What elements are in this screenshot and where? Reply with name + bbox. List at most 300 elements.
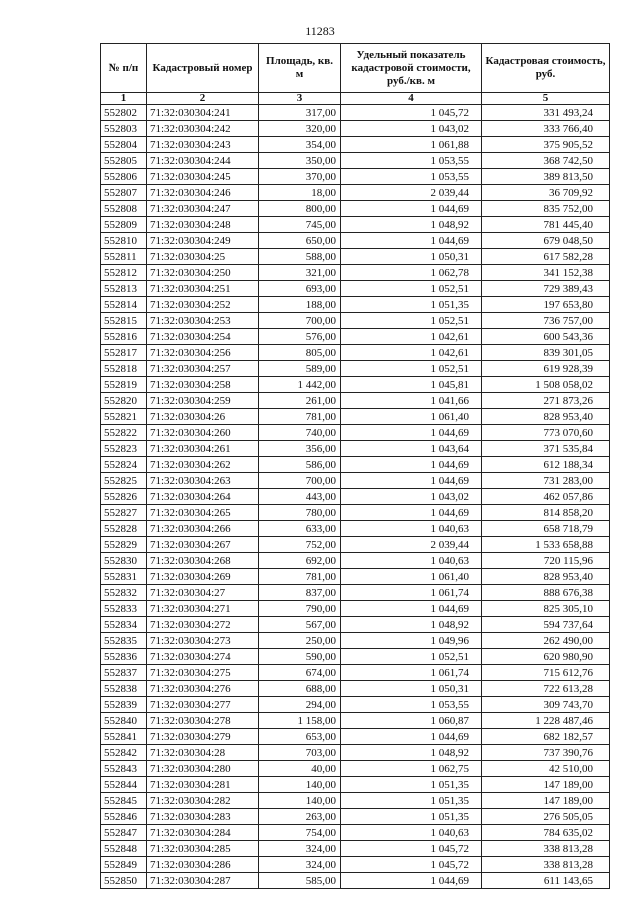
cell-unit-value: 1 049,96 [341, 633, 482, 649]
cell-area: 263,00 [259, 809, 341, 825]
table-row [101, 393, 610, 409]
cell-row-number: 552830 [101, 553, 147, 569]
cell-cadastral-value: 825 305,10 [482, 601, 610, 617]
cell-cadastral-value: 814 858,20 [482, 505, 610, 521]
cell-row-number: 552826 [101, 489, 147, 505]
cell-area: 18,00 [259, 185, 341, 201]
cell-cadastral-number: 71:32:030304:275 [147, 665, 259, 681]
cell-cadastral-number: 71:32:030304:244 [147, 153, 259, 169]
cell-cadastral-value: 600 543,36 [482, 329, 610, 345]
cell-area: 745,00 [259, 217, 341, 233]
table-row [101, 185, 610, 201]
cell-unit-value: 1 043,02 [341, 121, 482, 137]
header-unit-value: Удельный показатель кадастровой стоимости, руб./кв. м [341, 44, 482, 93]
cell-row-number: 552833 [101, 601, 147, 617]
cell-area: 317,00 [259, 105, 341, 121]
cell-area: 754,00 [259, 825, 341, 841]
cell-cadastral-value: 333 766,40 [482, 121, 610, 137]
table-row [101, 425, 610, 441]
cell-row-number: 552834 [101, 617, 147, 633]
cell-cadastral-number: 71:32:030304:282 [147, 793, 259, 809]
cell-area: 752,00 [259, 537, 341, 553]
table-row [101, 409, 610, 425]
cell-unit-value: 1 053,55 [341, 153, 482, 169]
cell-row-number: 552808 [101, 201, 147, 217]
column-number-5: 5 [482, 93, 610, 105]
cell-unit-value: 1 061,40 [341, 569, 482, 585]
cell-cadastral-value: 341 152,38 [482, 265, 610, 281]
table-row [101, 105, 610, 121]
cell-area: 692,00 [259, 553, 341, 569]
cell-cadastral-value: 715 612,76 [482, 665, 610, 681]
cell-area: 800,00 [259, 201, 341, 217]
cell-row-number: 552845 [101, 793, 147, 809]
table-row [101, 345, 610, 361]
cell-cadastral-number: 71:32:030304:280 [147, 761, 259, 777]
cell-unit-value: 1 044,69 [341, 873, 482, 889]
cell-cadastral-number: 71:32:030304:278 [147, 713, 259, 729]
cell-area: 1 158,00 [259, 713, 341, 729]
cell-cadastral-number: 71:32:030304:254 [147, 329, 259, 345]
cell-cadastral-value: 462 057,86 [482, 489, 610, 505]
cell-cadastral-number: 71:32:030304:248 [147, 217, 259, 233]
cell-cadastral-number: 71:32:030304:245 [147, 169, 259, 185]
cell-area: 790,00 [259, 601, 341, 617]
cell-unit-value: 1 041,66 [341, 393, 482, 409]
table-row [101, 809, 610, 825]
table-row [101, 729, 610, 745]
cell-unit-value: 1 051,35 [341, 793, 482, 809]
cell-row-number: 552805 [101, 153, 147, 169]
cell-unit-value: 1 040,63 [341, 553, 482, 569]
cell-unit-value: 1 052,51 [341, 361, 482, 377]
cell-cadastral-number: 71:32:030304:241 [147, 105, 259, 121]
cell-unit-value: 1 045,81 [341, 377, 482, 393]
cell-cadastral-number: 71:32:030304:27 [147, 585, 259, 601]
cell-cadastral-value: 611 143,65 [482, 873, 610, 889]
header-cadastral-value: Кадастровая стоимость, руб. [482, 44, 610, 93]
cell-area: 837,00 [259, 585, 341, 601]
cell-cadastral-value: 271 873,26 [482, 393, 610, 409]
cell-cadastral-value: 36 709,92 [482, 185, 610, 201]
table-row [101, 553, 610, 569]
cell-area: 781,00 [259, 409, 341, 425]
cell-row-number: 552829 [101, 537, 147, 553]
cell-row-number: 552811 [101, 249, 147, 265]
cell-unit-value: 1 061,88 [341, 137, 482, 153]
cell-cadastral-value: 262 490,00 [482, 633, 610, 649]
cell-cadastral-value: 1 508 058,02 [482, 377, 610, 393]
cell-cadastral-number: 71:32:030304:277 [147, 697, 259, 713]
cell-unit-value: 1 052,51 [341, 281, 482, 297]
cell-unit-value: 1 042,61 [341, 329, 482, 345]
cell-area: 703,00 [259, 745, 341, 761]
cell-unit-value: 1 044,69 [341, 233, 482, 249]
cell-unit-value: 1 044,69 [341, 505, 482, 521]
table-row [101, 121, 610, 137]
cadastral-value-table [100, 43, 610, 889]
cell-unit-value: 1 051,35 [341, 809, 482, 825]
cell-cadastral-number: 71:32:030304:283 [147, 809, 259, 825]
table-row [101, 441, 610, 457]
cell-area: 693,00 [259, 281, 341, 297]
table-row [101, 857, 610, 873]
cell-unit-value: 1 051,35 [341, 297, 482, 313]
cell-cadastral-number: 71:32:030304:252 [147, 297, 259, 313]
table-row [101, 233, 610, 249]
cell-unit-value: 1 060,87 [341, 713, 482, 729]
cell-unit-value: 1 050,31 [341, 681, 482, 697]
cell-unit-value: 1 044,69 [341, 425, 482, 441]
cell-row-number: 552809 [101, 217, 147, 233]
cell-area: 188,00 [259, 297, 341, 313]
cell-area: 781,00 [259, 569, 341, 585]
table-row [101, 313, 610, 329]
cell-area: 700,00 [259, 473, 341, 489]
cell-row-number: 552842 [101, 745, 147, 761]
cell-cadastral-number: 71:32:030304:259 [147, 393, 259, 409]
table-row [101, 601, 610, 617]
cell-unit-value: 1 044,69 [341, 473, 482, 489]
cell-cadastral-number: 71:32:030304:268 [147, 553, 259, 569]
cell-row-number: 552828 [101, 521, 147, 537]
cell-cadastral-number: 71:32:030304:260 [147, 425, 259, 441]
column-number-3: 3 [259, 93, 341, 105]
cell-unit-value: 1 045,72 [341, 105, 482, 121]
table-row [101, 793, 610, 809]
cell-unit-value: 2 039,44 [341, 537, 482, 553]
cell-cadastral-value: 781 445,40 [482, 217, 610, 233]
cell-row-number: 552844 [101, 777, 147, 793]
cell-area: 140,00 [259, 777, 341, 793]
cell-unit-value: 1 062,78 [341, 265, 482, 281]
cell-area: 805,00 [259, 345, 341, 361]
cell-unit-value: 1 061,74 [341, 665, 482, 681]
cell-cadastral-value: 617 582,28 [482, 249, 610, 265]
cell-cadastral-number: 71:32:030304:265 [147, 505, 259, 521]
cell-area: 740,00 [259, 425, 341, 441]
cell-row-number: 552807 [101, 185, 147, 201]
cell-cadastral-value: 679 048,50 [482, 233, 610, 249]
cell-unit-value: 1 061,74 [341, 585, 482, 601]
cell-cadastral-number: 71:32:030304:266 [147, 521, 259, 537]
cell-cadastral-value: 389 813,50 [482, 169, 610, 185]
cell-row-number: 552818 [101, 361, 147, 377]
cell-cadastral-number: 71:32:030304:256 [147, 345, 259, 361]
cell-cadastral-value: 619 928,39 [482, 361, 610, 377]
table-row [101, 617, 610, 633]
cell-cadastral-value: 658 718,79 [482, 521, 610, 537]
column-number-2: 2 [147, 93, 259, 105]
cell-row-number: 552832 [101, 585, 147, 601]
cell-unit-value: 1 061,40 [341, 409, 482, 425]
cell-cadastral-number: 71:32:030304:25 [147, 249, 259, 265]
cell-cadastral-number: 71:32:030304:287 [147, 873, 259, 889]
cell-unit-value: 1 048,92 [341, 217, 482, 233]
cell-area: 261,00 [259, 393, 341, 409]
cell-cadastral-number: 71:32:030304:242 [147, 121, 259, 137]
cell-area: 140,00 [259, 793, 341, 809]
cell-cadastral-number: 71:32:030304:276 [147, 681, 259, 697]
table-row [101, 473, 610, 489]
cell-cadastral-value: 828 953,40 [482, 409, 610, 425]
cell-area: 40,00 [259, 761, 341, 777]
cell-row-number: 552837 [101, 665, 147, 681]
cell-cadastral-value: 147 189,00 [482, 777, 610, 793]
cell-cadastral-value: 737 390,76 [482, 745, 610, 761]
cell-area: 324,00 [259, 841, 341, 857]
table-row [101, 249, 610, 265]
cell-row-number: 552836 [101, 649, 147, 665]
cell-unit-value: 1 045,72 [341, 841, 482, 857]
cell-area: 567,00 [259, 617, 341, 633]
cell-row-number: 552848 [101, 841, 147, 857]
table-row [101, 665, 610, 681]
table-header-row [101, 44, 610, 93]
table-row [101, 489, 610, 505]
cell-unit-value: 1 044,69 [341, 601, 482, 617]
cell-row-number: 552824 [101, 457, 147, 473]
cell-area: 590,00 [259, 649, 341, 665]
table-row [101, 713, 610, 729]
cell-cadastral-value: 888 676,38 [482, 585, 610, 601]
cell-cadastral-value: 375 905,52 [482, 137, 610, 153]
cell-row-number: 552812 [101, 265, 147, 281]
cell-cadastral-number: 71:32:030304:267 [147, 537, 259, 553]
cell-cadastral-value: 784 635,02 [482, 825, 610, 841]
cell-row-number: 552802 [101, 105, 147, 121]
cell-unit-value: 1 053,55 [341, 697, 482, 713]
cell-area: 443,00 [259, 489, 341, 505]
cell-cadastral-number: 71:32:030304:262 [147, 457, 259, 473]
cell-area: 1 442,00 [259, 377, 341, 393]
table-row [101, 217, 610, 233]
cell-unit-value: 1 042,61 [341, 345, 482, 361]
cell-unit-value: 1 040,63 [341, 825, 482, 841]
cell-unit-value: 1 052,51 [341, 649, 482, 665]
cell-row-number: 552839 [101, 697, 147, 713]
cell-area: 356,00 [259, 441, 341, 457]
cell-area: 294,00 [259, 697, 341, 713]
cell-cadastral-number: 71:32:030304:279 [147, 729, 259, 745]
cell-unit-value: 1 040,63 [341, 521, 482, 537]
cell-cadastral-number: 71:32:030304:264 [147, 489, 259, 505]
cell-cadastral-value: 338 813,28 [482, 841, 610, 857]
cell-cadastral-number: 71:32:030304:251 [147, 281, 259, 297]
cell-row-number: 552840 [101, 713, 147, 729]
table-row [101, 825, 610, 841]
cell-row-number: 552846 [101, 809, 147, 825]
table-column-number-row [101, 93, 610, 105]
cell-row-number: 552820 [101, 393, 147, 409]
cell-cadastral-number: 71:32:030304:246 [147, 185, 259, 201]
cell-cadastral-value: 722 613,28 [482, 681, 610, 697]
cell-cadastral-number: 71:32:030304:274 [147, 649, 259, 665]
table-row [101, 137, 610, 153]
table-row [101, 649, 610, 665]
cell-row-number: 552804 [101, 137, 147, 153]
cell-unit-value: 1 053,55 [341, 169, 482, 185]
cell-cadastral-number: 71:32:030304:284 [147, 825, 259, 841]
cell-area: 321,00 [259, 265, 341, 281]
cell-cadastral-number: 71:32:030304:258 [147, 377, 259, 393]
cadastral-value-table-container [100, 43, 609, 889]
header-row-number: № п/п [101, 44, 147, 93]
cell-cadastral-number: 71:32:030304:281 [147, 777, 259, 793]
cell-cadastral-number: 71:32:030304:285 [147, 841, 259, 857]
cell-cadastral-value: 682 182,57 [482, 729, 610, 745]
cell-unit-value: 1 051,35 [341, 777, 482, 793]
cell-cadastral-number: 71:32:030304:253 [147, 313, 259, 329]
cell-unit-value: 1 045,72 [341, 857, 482, 873]
cell-area: 589,00 [259, 361, 341, 377]
cell-unit-value: 1 043,02 [341, 489, 482, 505]
table-row [101, 745, 610, 761]
cell-cadastral-value: 729 389,43 [482, 281, 610, 297]
table-row [101, 873, 610, 889]
cell-area: 586,00 [259, 457, 341, 473]
table-row [101, 537, 610, 553]
table-row [101, 761, 610, 777]
cell-row-number: 552816 [101, 329, 147, 345]
cell-cadastral-value: 368 742,50 [482, 153, 610, 169]
table-row [101, 265, 610, 281]
cell-row-number: 552814 [101, 297, 147, 313]
cell-area: 653,00 [259, 729, 341, 745]
cell-cadastral-value: 720 115,96 [482, 553, 610, 569]
cell-cadastral-number: 71:32:030304:250 [147, 265, 259, 281]
cell-cadastral-number: 71:32:030304:261 [147, 441, 259, 457]
cell-area: 650,00 [259, 233, 341, 249]
column-number-1: 1 [101, 93, 147, 105]
cell-unit-value: 1 052,51 [341, 313, 482, 329]
table-row [101, 681, 610, 697]
cell-cadastral-value: 309 743,70 [482, 697, 610, 713]
cell-cadastral-value: 612 188,34 [482, 457, 610, 473]
table-row [101, 841, 610, 857]
cell-cadastral-value: 736 757,00 [482, 313, 610, 329]
cell-row-number: 552825 [101, 473, 147, 489]
column-number-4: 4 [341, 93, 482, 105]
cell-row-number: 552822 [101, 425, 147, 441]
table-row [101, 281, 610, 297]
cell-row-number: 552817 [101, 345, 147, 361]
cell-cadastral-number: 71:32:030304:271 [147, 601, 259, 617]
table-row [101, 457, 610, 473]
table-row [101, 521, 610, 537]
cell-cadastral-number: 71:32:030304:26 [147, 409, 259, 425]
table-row [101, 585, 610, 601]
cell-row-number: 552841 [101, 729, 147, 745]
table-row [101, 697, 610, 713]
cell-area: 674,00 [259, 665, 341, 681]
cell-cadastral-value: 197 653,80 [482, 297, 610, 313]
cell-unit-value: 1 048,92 [341, 617, 482, 633]
page-number: 11283 [305, 24, 335, 38]
table-row [101, 377, 610, 393]
cell-area: 576,00 [259, 329, 341, 345]
cell-unit-value: 2 039,44 [341, 185, 482, 201]
cell-row-number: 552835 [101, 633, 147, 649]
cell-area: 588,00 [259, 249, 341, 265]
cell-row-number: 552847 [101, 825, 147, 841]
cell-row-number: 552819 [101, 377, 147, 393]
cell-cadastral-number: 71:32:030304:243 [147, 137, 259, 153]
cell-cadastral-number: 71:32:030304:249 [147, 233, 259, 249]
table-row [101, 153, 610, 169]
cell-row-number: 552831 [101, 569, 147, 585]
cell-cadastral-value: 620 980,90 [482, 649, 610, 665]
cell-area: 354,00 [259, 137, 341, 153]
cell-row-number: 552843 [101, 761, 147, 777]
cell-row-number: 552815 [101, 313, 147, 329]
cell-cadastral-number: 71:32:030304:272 [147, 617, 259, 633]
cell-cadastral-value: 828 953,40 [482, 569, 610, 585]
cell-cadastral-value: 835 752,00 [482, 201, 610, 217]
cell-area: 320,00 [259, 121, 341, 137]
cell-area: 633,00 [259, 521, 341, 537]
cell-cadastral-value: 331 493,24 [482, 105, 610, 121]
cell-cadastral-value: 371 535,84 [482, 441, 610, 457]
cell-row-number: 552823 [101, 441, 147, 457]
cell-area: 350,00 [259, 153, 341, 169]
cell-unit-value: 1 044,69 [341, 457, 482, 473]
cell-unit-value: 1 043,64 [341, 441, 482, 457]
cell-cadastral-value: 594 737,64 [482, 617, 610, 633]
cell-area: 688,00 [259, 681, 341, 697]
cell-cadastral-number: 71:32:030304:273 [147, 633, 259, 649]
cell-area: 324,00 [259, 857, 341, 873]
cell-row-number: 552813 [101, 281, 147, 297]
cell-cadastral-number: 71:32:030304:286 [147, 857, 259, 873]
cell-cadastral-value: 1 228 487,46 [482, 713, 610, 729]
cell-row-number: 552838 [101, 681, 147, 697]
cell-area: 780,00 [259, 505, 341, 521]
cell-area: 585,00 [259, 873, 341, 889]
cell-row-number: 552821 [101, 409, 147, 425]
cell-unit-value: 1 044,69 [341, 729, 482, 745]
cell-row-number: 552810 [101, 233, 147, 249]
cell-cadastral-number: 71:32:030304:247 [147, 201, 259, 217]
cell-row-number: 552803 [101, 121, 147, 137]
cell-cadastral-number: 71:32:030304:263 [147, 473, 259, 489]
table-row [101, 361, 610, 377]
table-row [101, 169, 610, 185]
cell-row-number: 552827 [101, 505, 147, 521]
cell-cadastral-value: 147 189,00 [482, 793, 610, 809]
table-row [101, 297, 610, 313]
cell-unit-value: 1 048,92 [341, 745, 482, 761]
cell-cadastral-value: 1 533 658,88 [482, 537, 610, 553]
cell-area: 370,00 [259, 169, 341, 185]
cell-cadastral-value: 338 813,28 [482, 857, 610, 873]
table-row [101, 569, 610, 585]
cell-cadastral-value: 731 283,00 [482, 473, 610, 489]
cell-row-number: 552806 [101, 169, 147, 185]
table-row [101, 329, 610, 345]
table-row [101, 505, 610, 521]
cell-unit-value: 1 062,75 [341, 761, 482, 777]
cell-unit-value: 1 050,31 [341, 249, 482, 265]
table-row [101, 201, 610, 217]
header-area: Площадь, кв. м [259, 44, 341, 93]
table-body [101, 105, 610, 889]
cell-area: 250,00 [259, 633, 341, 649]
header-cadastral-number: Кадастровый номер [147, 44, 259, 93]
cell-unit-value: 1 044,69 [341, 201, 482, 217]
cell-cadastral-value: 839 301,05 [482, 345, 610, 361]
cell-cadastral-value: 42 510,00 [482, 761, 610, 777]
